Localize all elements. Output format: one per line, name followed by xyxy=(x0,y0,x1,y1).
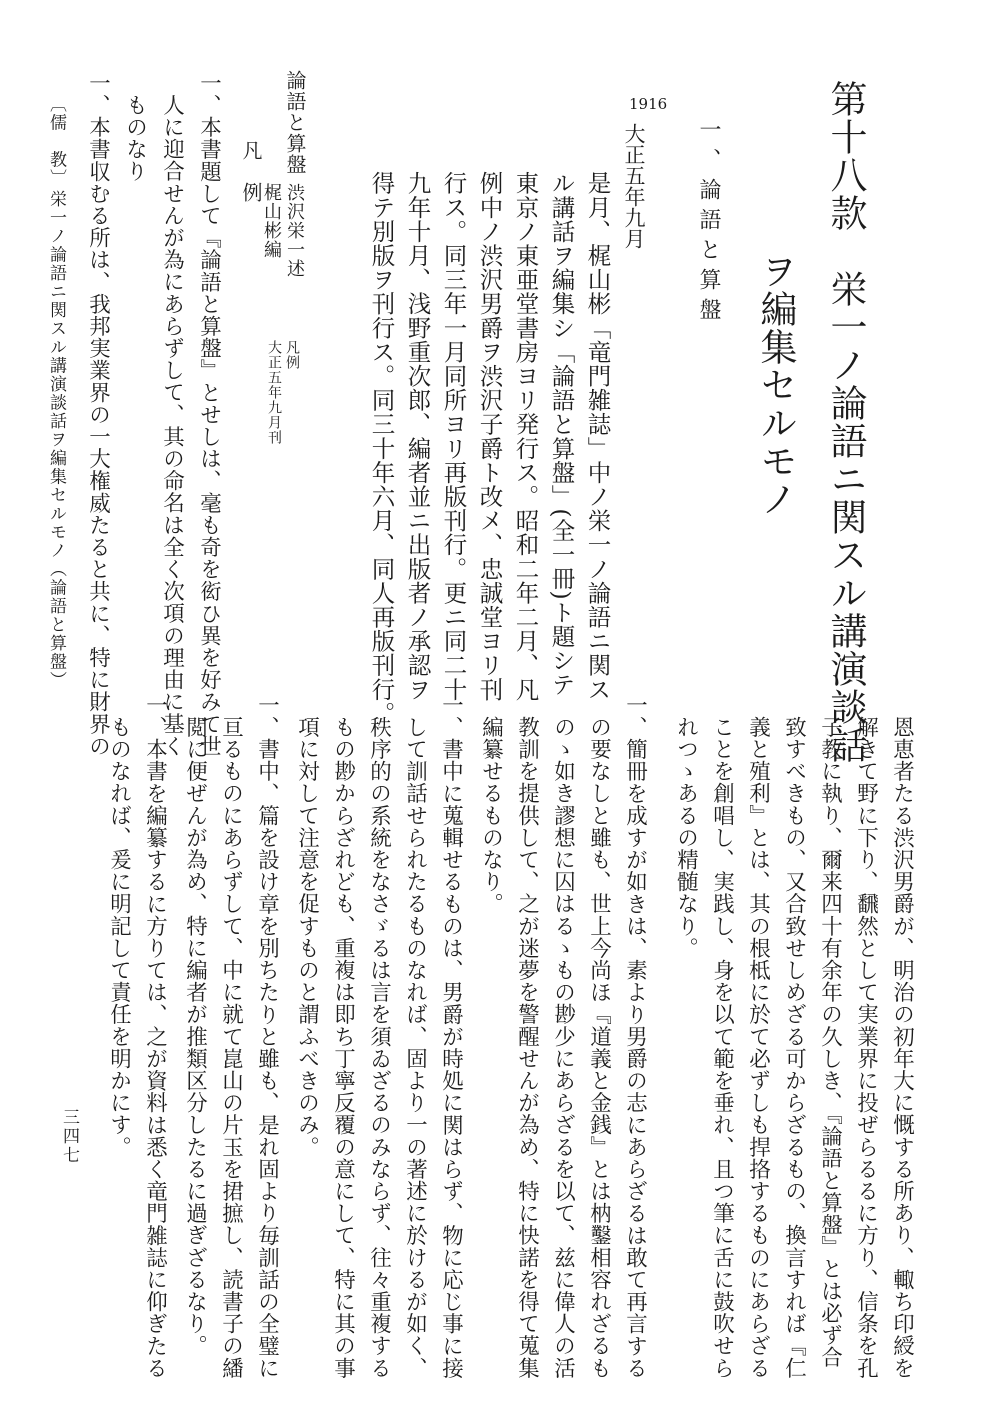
body-line: のゝ如き謬想に囚はるゝもの尠少にあらざるを以て、兹に偉人の活 xyxy=(550,716,576,1379)
book-note-line-1: 凡例 xyxy=(284,340,300,370)
record-line: 得テ別版ヲ刊行ス。同三十年六月、同人再版刊行。 xyxy=(367,171,396,726)
body-line: ことを創唱し、実践し、身を以て範を垂れ、且つ筆に舌に鼓吹せら xyxy=(709,716,735,1379)
chapter-title-line-2: ヲ編集セルモノ xyxy=(754,252,797,518)
body-line: 亘るものにあらずして、中に就て崑山の片玉を捃摭し、読書子の繙 xyxy=(218,716,244,1379)
book-author-line-2: 梶山彬編 xyxy=(261,183,282,259)
body-line: 人に迎合せんが為にあらずして、其の命名は全く次項の理由に基く xyxy=(159,94,185,757)
record-date: 大正五年九月 xyxy=(622,123,646,249)
body-line: して訓話せられたるものなれば、固より一の著述に於けるが如く、 xyxy=(402,716,428,1379)
body-line: ものなれば、爰に明記して責任を明かにす。 xyxy=(106,716,132,1158)
page-number: 三四七 xyxy=(59,1108,79,1165)
footer-running-title: 栄一ノ論語ニ関スル講演談話ヲ編集セルモノ（論語と算盤） xyxy=(46,190,66,690)
record-line: 行ス。同三年一月同所ヨリ再版刊行。更ニ同二十 xyxy=(439,171,468,702)
body-line: 一、本書題して『論語と算盤』とせしは、毫も奇を衒ひ異を好みて世 xyxy=(196,72,222,758)
section-heading: 一、論語と算盤 xyxy=(696,118,721,328)
body-line: 致すべきもの、又合致せしめざる可からざるもの、換言すれば『仁 xyxy=(781,716,807,1379)
record-line: 東京ノ東亜堂書房ヨリ発行ス。昭和二年二月、凡 xyxy=(511,171,540,702)
body-line: ものなり xyxy=(122,94,148,183)
body-line: 一、簡冊を成すが如きは、素より男爵の志にあらざるは敢て再言する xyxy=(622,694,648,1380)
body-line: もの尠からざれども、重複は即ち丁寧反覆の意にして、特に其の事 xyxy=(330,716,356,1379)
body-line: れつゝあるの精髄なり。 xyxy=(673,716,699,960)
body-line: 一、書中に蒐輯せるものは、男爵が時処に関はらず、物に応じ事に接 xyxy=(438,694,464,1380)
record-line: ル講話ヲ編集シ「論語と算盤」(全一冊)ト題シテ xyxy=(547,171,576,697)
year-western: 1916 xyxy=(629,95,668,113)
chapter-title-line-1: 第十八款 栄一ノ論語ニ関スル講演談話 xyxy=(824,80,867,764)
footer-category: 〔儒 教〕 xyxy=(46,95,66,188)
body-line: 一、本書を編纂するに方りては、之が資料は悉く竜門雑誌に仰ぎたる xyxy=(142,694,168,1380)
body-line: 秩序的の系統をなさゞるは言を須ゐざるのみならず、往々重複する xyxy=(366,716,392,1379)
book-title: 論語と算盤 xyxy=(283,70,307,175)
book-note-line-2: 大正五年九月刊 xyxy=(266,340,282,445)
body-line: 編纂せるものなり。 xyxy=(478,716,504,915)
body-line: 恩恵者たる渋沢男爵が、明治の初年大に慨する所あり、輙ち印綬を xyxy=(889,716,915,1379)
body-line: 項に対して注意を促すものと謂ふべきのみ。 xyxy=(294,716,320,1158)
body-line: 教訓を提供して、之が迷夢を警醒せんが為め、特に快諾を得て蒐集 xyxy=(514,716,540,1379)
body-line: の要なしと雖も、世上今尚ほ『道義と金銭』とは枘鑿相容れざるも xyxy=(586,716,612,1379)
record-line: 例中ノ渋沢男爵ヲ渋沢子爵ト改メ、忠誠堂ヨリ刊 xyxy=(475,171,504,702)
book-author-line-1: 渋沢栄一述 xyxy=(284,183,305,278)
body-line: 閲に便ぜんが為め、特に編者が推類区分したるに過ぎざるなり。 xyxy=(182,716,208,1357)
body-line: 子教に執り、爾来四十有余年の久しき、『論語と算盤』とは必ず合 xyxy=(817,716,843,1369)
body-line: 一、書中、篇を設け章を別ちたりと雖も、是れ固より毎訓話の全璧に xyxy=(254,694,280,1380)
hanrei-heading: 凡 例 xyxy=(239,140,263,203)
body-line: 義と殖利』とは、其の根柢に於て必ずしも捍挌するものにあらざる xyxy=(745,716,771,1379)
record-line: 是月、梶山彬「竜門雑誌」中ノ栄一ノ論語ニ関ス xyxy=(583,171,612,702)
record-line: 九年十月、浅野重次郎、編者並ニ出版者ノ承認ヲ xyxy=(403,171,432,702)
body-line: 解きて野に下り、飜然として実業界に投ぜらるるに方り、信条を孔 xyxy=(853,716,879,1379)
body-line: 一、本書収むる所は、我邦実業界の一大権威たると共に、特に財界の xyxy=(85,72,111,758)
